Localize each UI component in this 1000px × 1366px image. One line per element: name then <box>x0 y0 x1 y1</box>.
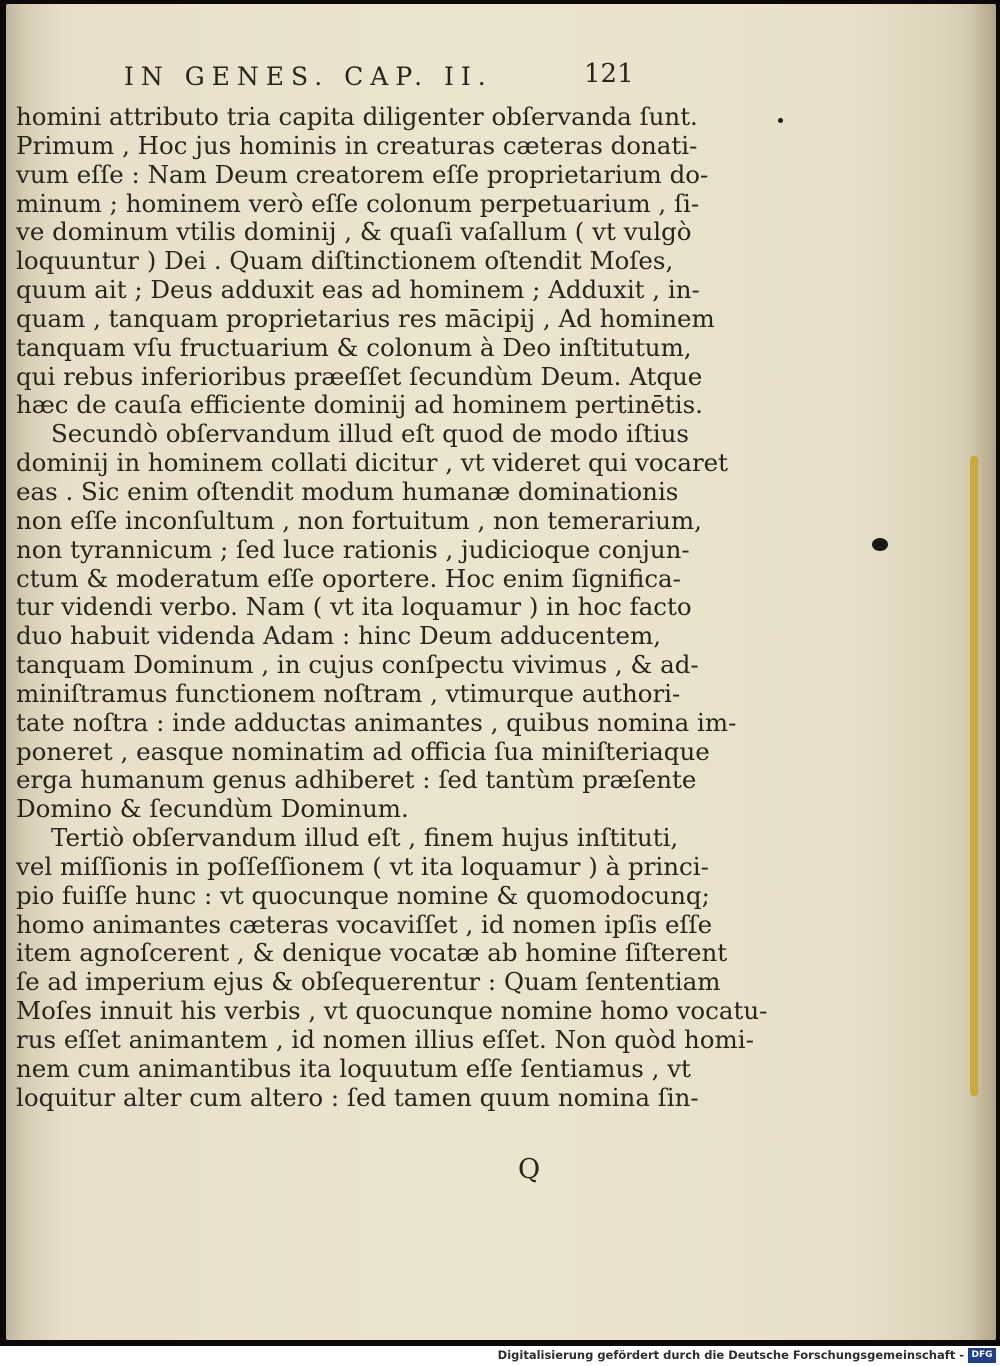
text-line: pio fuiſſe hunc : vt quocunque nomine & quomodocunq; <box>16 880 710 910</box>
dfg-logo: DFG <box>968 1348 996 1363</box>
text-line: item agnoſcerent , & denique vocatæ ab homine ſiſterent <box>16 938 728 968</box>
running-head: IN GENES. CAP. II. <box>124 62 493 91</box>
page-number: 121 <box>584 59 634 89</box>
ink-dot <box>778 118 783 123</box>
text-line: nem cum animantibus ita loquutum eſſe ſentiamus , vt <box>16 1053 691 1083</box>
text-line: vel miſſionis in poſſeſſionem ( vt ita loquamur ) à princi- <box>16 851 709 881</box>
text-line: homo animantes cæteras vocaviſſet , id nomen ipſis eſſe <box>16 909 713 939</box>
text-line: tate noſtra : inde adductas animantes , quibus nomina im- <box>16 707 737 737</box>
ink-blot <box>872 538 888 551</box>
text-line: Moſes innuit his verbis , vt quocunque nomine homo vocatu- <box>16 996 768 1026</box>
text-line: loquitur alter cum altero : ſed tamen quum nomina ſin- <box>16 1082 699 1112</box>
text-line: homini attributo tria capita diligenter obſervanda ſunt. <box>16 102 698 131</box>
text-line: erga humanum genus adhiberet : ſed tantùm præſente <box>16 765 697 795</box>
text-line: miniſtramus functionem noſtram , vtimurque authori- <box>16 678 681 708</box>
text-line: Tertiò obſervandum illud eſt , finem hujus inſtituti, <box>51 823 679 853</box>
text-line: quam , tanquam proprietarius res mācipij , Ad hominem <box>16 303 715 333</box>
book-page <box>6 4 996 1340</box>
catchword: Q <box>518 1154 541 1185</box>
page-edge-tab <box>970 456 978 1096</box>
text-line: Domino & ſecundùm Dominum. <box>16 794 409 824</box>
text-line: tanquam vſu fructuarium & colonum à Deo inſtitutum, <box>16 332 692 362</box>
text-line: poneret , easque nominatim ad officia ſua miniſteriaque <box>16 736 710 766</box>
footer-bar <box>0 1346 1000 1366</box>
text-line: tanquam Dominum , in cujus conſpectu vivimus , & ad- <box>16 650 699 680</box>
text-line: dominij in hominem collati dicitur , vt videret qui vocaret <box>16 448 729 478</box>
text-line: quum ait ; Deus adduxit eas ad hominem ; Adduxit , in- <box>16 275 700 305</box>
text-line: ſe ad imperium ejus & obſequerentur : Quam ſententiam <box>16 967 721 997</box>
text-line: tur videndi verbo. Nam ( vt ita loquamur ) in hoc facto <box>16 592 692 622</box>
funding-credit: Digitalisierung gefördert durch die Deutsche Forschungsgemeinschaft - <box>497 1348 964 1362</box>
text-line: non eſſe inconſultum , non fortuitum , non temerarium, <box>16 505 702 535</box>
text-line: loquuntur ) Dei . Quam diſtinctionem oſtendit Moſes, <box>16 246 674 276</box>
text-line: ve dominum vtilis dominij , & quaſi vaſallum ( vt vulgò <box>16 217 692 247</box>
text-line: ctum & moderatum eſſe oportere. Hoc enim ſignifica- <box>16 563 681 593</box>
text-line: rus eſſet animantem , id nomen illius eſſet. Non quòd homi- <box>16 1025 754 1054</box>
text-line: non tyrannicum ; ſed luce rationis , judicioque conjun- <box>16 534 690 564</box>
text-line: hæc de cauſa efficiente dominij ad hominem pertinētis. <box>16 390 703 420</box>
text-line: qui rebus inferioribus præeſſet ſecundùm Deum. Atque <box>16 361 703 391</box>
text-line: Primum , Hoc jus hominis in creaturas cæteras donati- <box>16 130 698 160</box>
text-line: vum eſſe : Nam Deum creatorem eſſe proprietarium do- <box>16 159 709 189</box>
text-line: Secundò obſervandum illud eſt quod de modo iſtius <box>51 419 689 449</box>
body-text <box>16 102 768 1113</box>
text-line: eas . Sic enim oſtendit modum humanæ dominationis <box>16 476 679 506</box>
text-line: duo habuit videnda Adam : hinc Deum adducentem, <box>16 621 662 651</box>
text-line: minum ; hominem verò eſſe colonum perpetuarium , ſi- <box>16 188 700 218</box>
